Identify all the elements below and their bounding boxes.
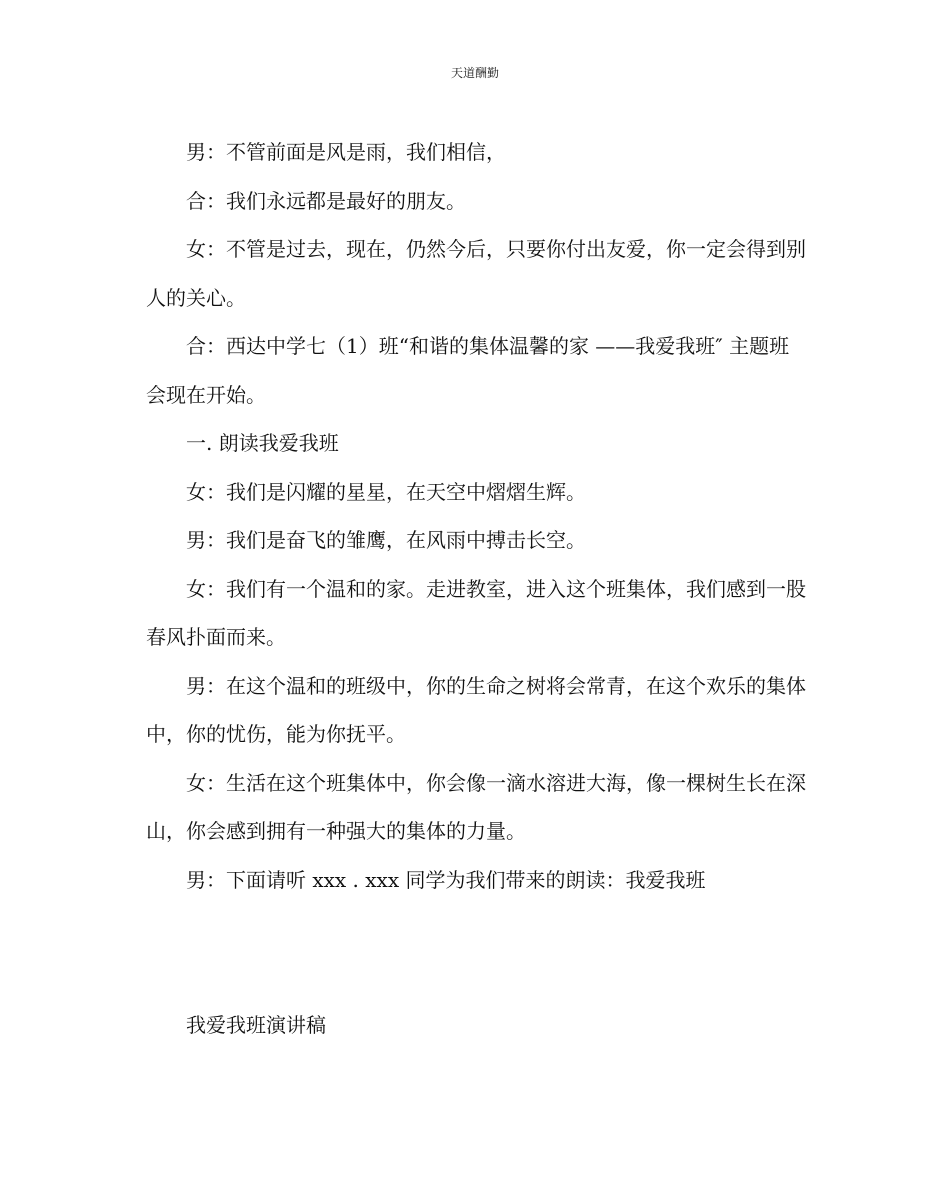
paragraph: 合：西达中学七（1）班“和谐的集体温馨的家 ——我爱我班″ 主题班会现在开始。: [146, 334, 790, 407]
paragraph: 女：生活在这个班集体中，你会像一滴水溶进大海，像一棵树生长在深山，你会感到拥有一种强大的集体的力量。: [146, 770, 806, 843]
blank-space: [146, 904, 806, 1001]
speech-title: 我爱我班演讲稿: [186, 1013, 326, 1037]
page-header: 天道酬勤: [450, 66, 499, 80]
paragraph: 男：下面请听 xxx . xxx 同学为我们带来的朗读：我爱我班: [186, 867, 706, 892]
document-body: [146, 128, 806, 1050]
paragraph: 男：我们是奋飞的雏鹰，在风雨中搏击长空。: [186, 528, 586, 552]
paragraph: 女：不管是过去，现在，仍然今后，只要你付出友爱，你一定会得到别人的关心。: [146, 237, 806, 310]
paragraph: 女：我们是闪耀的星星，在天空中熠熠生辉。: [186, 479, 586, 504]
paragraph: 男：不管前面是风是雨，我们相信，: [186, 140, 506, 164]
paragraph: 男：在这个温和的班级中，你的生命之树将会常青，在这个欢乐的集体中，你的忧伤，能为你抚平。: [146, 673, 806, 746]
paragraph: 合：我们永远都是最好的朋友。: [186, 188, 466, 213]
section-heading: 一. 朗读我爱我班: [186, 431, 339, 455]
paragraph: 女：我们有一个温和的家。走进教室，进入这个班集体，我们感到一股春风扑面而来。: [146, 576, 806, 649]
